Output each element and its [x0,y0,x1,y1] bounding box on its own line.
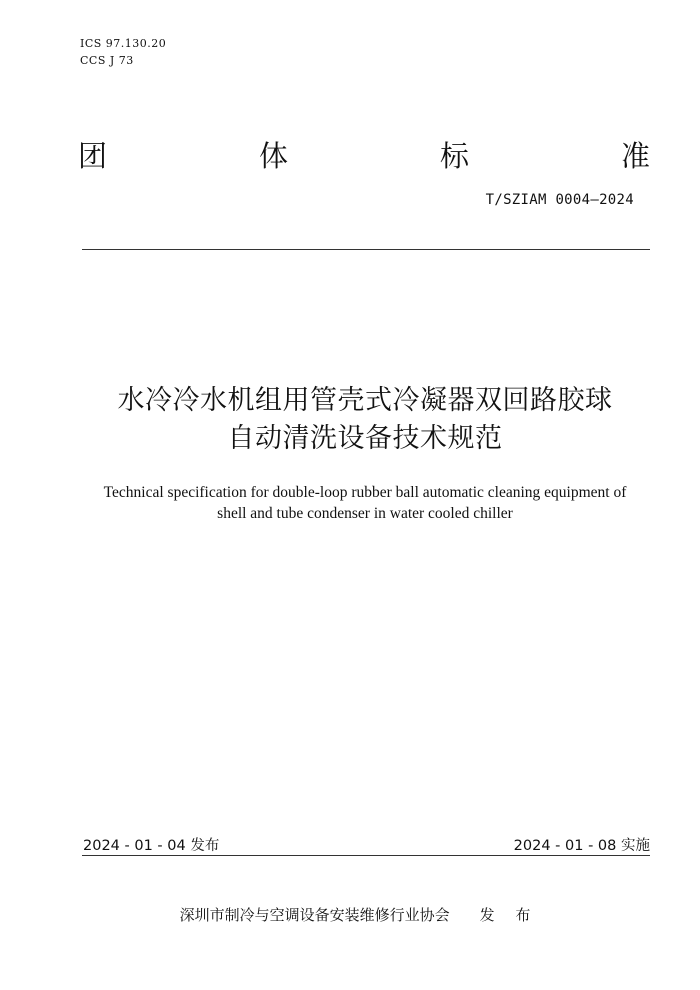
heading-char-3: 标 [439,139,469,173]
heading-char-4: 准 [620,139,650,173]
chinese-title [60,382,670,458]
issue-date: 2024 - 01 - 04 发布 [83,838,220,854]
heading-char-2: 体 [258,139,288,173]
standard-number: T/SZIAM 0004—2024 [485,192,634,208]
english-title-line-1: Technical specification for double-loop rubber ball automatic cleaning equipment of [103,484,627,501]
group-standard-heading [78,134,650,175]
ccs-code: CCS J 73 [80,54,134,67]
implementation-date: 2024 - 01 - 08 实施 [513,838,650,854]
ics-code: ICS 97.130.20 [80,37,167,50]
top-divider [82,249,650,250]
publish-label: 发 布 [479,906,539,924]
chinese-title-line-1: 水冷冷水机组用管壳式冷凝器双回路胶球 [117,385,613,416]
chinese-title-line-2: 自动清洗设备技术规范 [227,423,503,454]
classification-codes [80,35,166,69]
heading-char-1: 团 [78,139,108,173]
bottom-divider [82,855,650,856]
english-title-line-2: shell and tube condenser in water cooled chiller [217,505,513,522]
date-row [83,834,650,855]
publisher-line [0,904,700,925]
english-title [60,482,670,524]
publisher-name: 深圳市制冷与空调设备安装维修行业协会 [179,906,450,924]
